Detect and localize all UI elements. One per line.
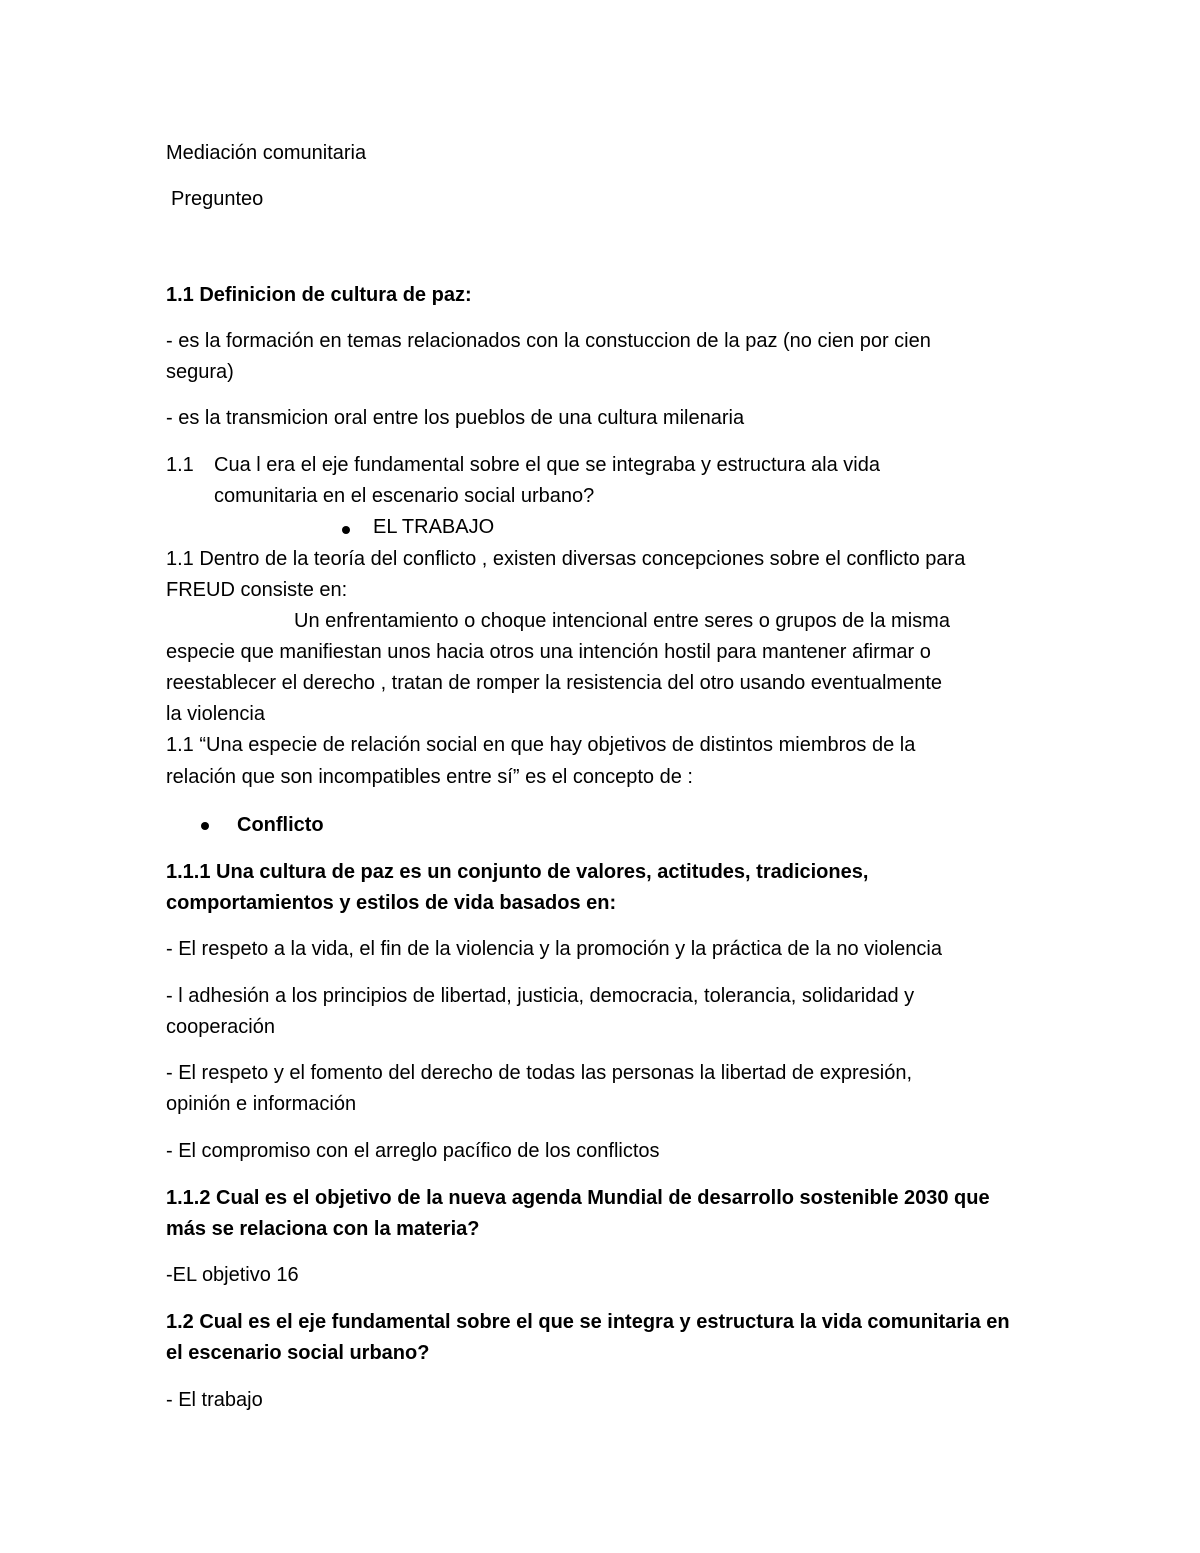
answer-text: - El respeto y el fomento del derecho de todas las personas la libertad de expresión, — [166, 1062, 912, 1084]
answer-text: la violencia — [166, 703, 265, 725]
answer-text: - El trabajo — [166, 1389, 263, 1411]
answer-text: Conflicto — [237, 814, 324, 836]
answer-text: Un enfrentamiento o choque intencional entre seres o grupos de la misma — [294, 610, 950, 632]
question-heading: 1.1.2 Cual es el objetivo de la nueva agenda Mundial de desarrollo sostenible 2030 que — [166, 1187, 990, 1209]
answer-text: - es la formación en temas relacionados con la constuccion de la paz (no cien por cien — [166, 330, 931, 352]
document-subtitle: Pregunteo — [171, 188, 264, 210]
answer-text: especie que manifiestan unos hacia otros una intención hostil para mantener afirmar o — [166, 641, 931, 663]
answer-text: - El compromiso con el arreglo pacífico de los conflictos — [166, 1140, 660, 1162]
answer-text: opinión e información — [166, 1093, 357, 1115]
question-text: FREUD consiste en: — [166, 579, 348, 601]
answer-text: reestablecer el derecho , tratan de romper la resistencia del otro usando eventualmente — [166, 672, 943, 694]
document-title: Mediación comunitaria — [166, 142, 367, 164]
question-number: 1.1 — [166, 454, 194, 476]
answer-text: EL TRABAJO — [373, 516, 495, 538]
answer-text: cooperación — [166, 1016, 275, 1038]
answer-text: segura) — [166, 361, 234, 383]
question-heading: el escenario social urbano? — [166, 1342, 430, 1364]
question-text: comunitaria en el escenario social urbano? — [214, 485, 595, 507]
answer-text: - es la transmicion oral entre los pueblos de una cultura milenaria — [166, 407, 745, 429]
question-text: Cua l era el eje fundamental sobre el que se integraba y estructura ala vida — [214, 454, 880, 476]
bullet-icon — [342, 526, 350, 534]
question-heading: 1.1.1 Una cultura de paz es un conjunto de valores, actitudes, tradiciones, — [166, 861, 869, 883]
answer-text: - l adhesión a los principios de libertad, justicia, democracia, tolerancia, solidaridad y — [166, 985, 915, 1007]
question-heading: comportamientos y estilos de vida basados en: — [166, 892, 617, 914]
answer-text: - El respeto a la vida, el fin de la violencia y la promoción y la práctica de la no violencia — [166, 938, 942, 960]
question-heading: 1.1 Definicion de cultura de paz: — [166, 284, 472, 306]
question-text: relación que son incompatibles entre sí” es el concepto de : — [166, 766, 693, 788]
answer-text: -EL objetivo 16 — [166, 1264, 299, 1286]
question-heading: 1.2 Cual es el eje fundamental sobre el que se integra y estructura la vida comunitaria en — [166, 1311, 1010, 1333]
bullet-icon — [201, 822, 209, 830]
question-text: 1.1 Dentro de la teoría del conflicto , existen diversas concepciones sobre el conflicto para — [166, 548, 966, 570]
question-heading: más se relaciona con la materia? — [166, 1218, 480, 1240]
question-text: 1.1 “Una especie de relación social en que hay objetivos de distintos miembros de la — [166, 734, 916, 756]
